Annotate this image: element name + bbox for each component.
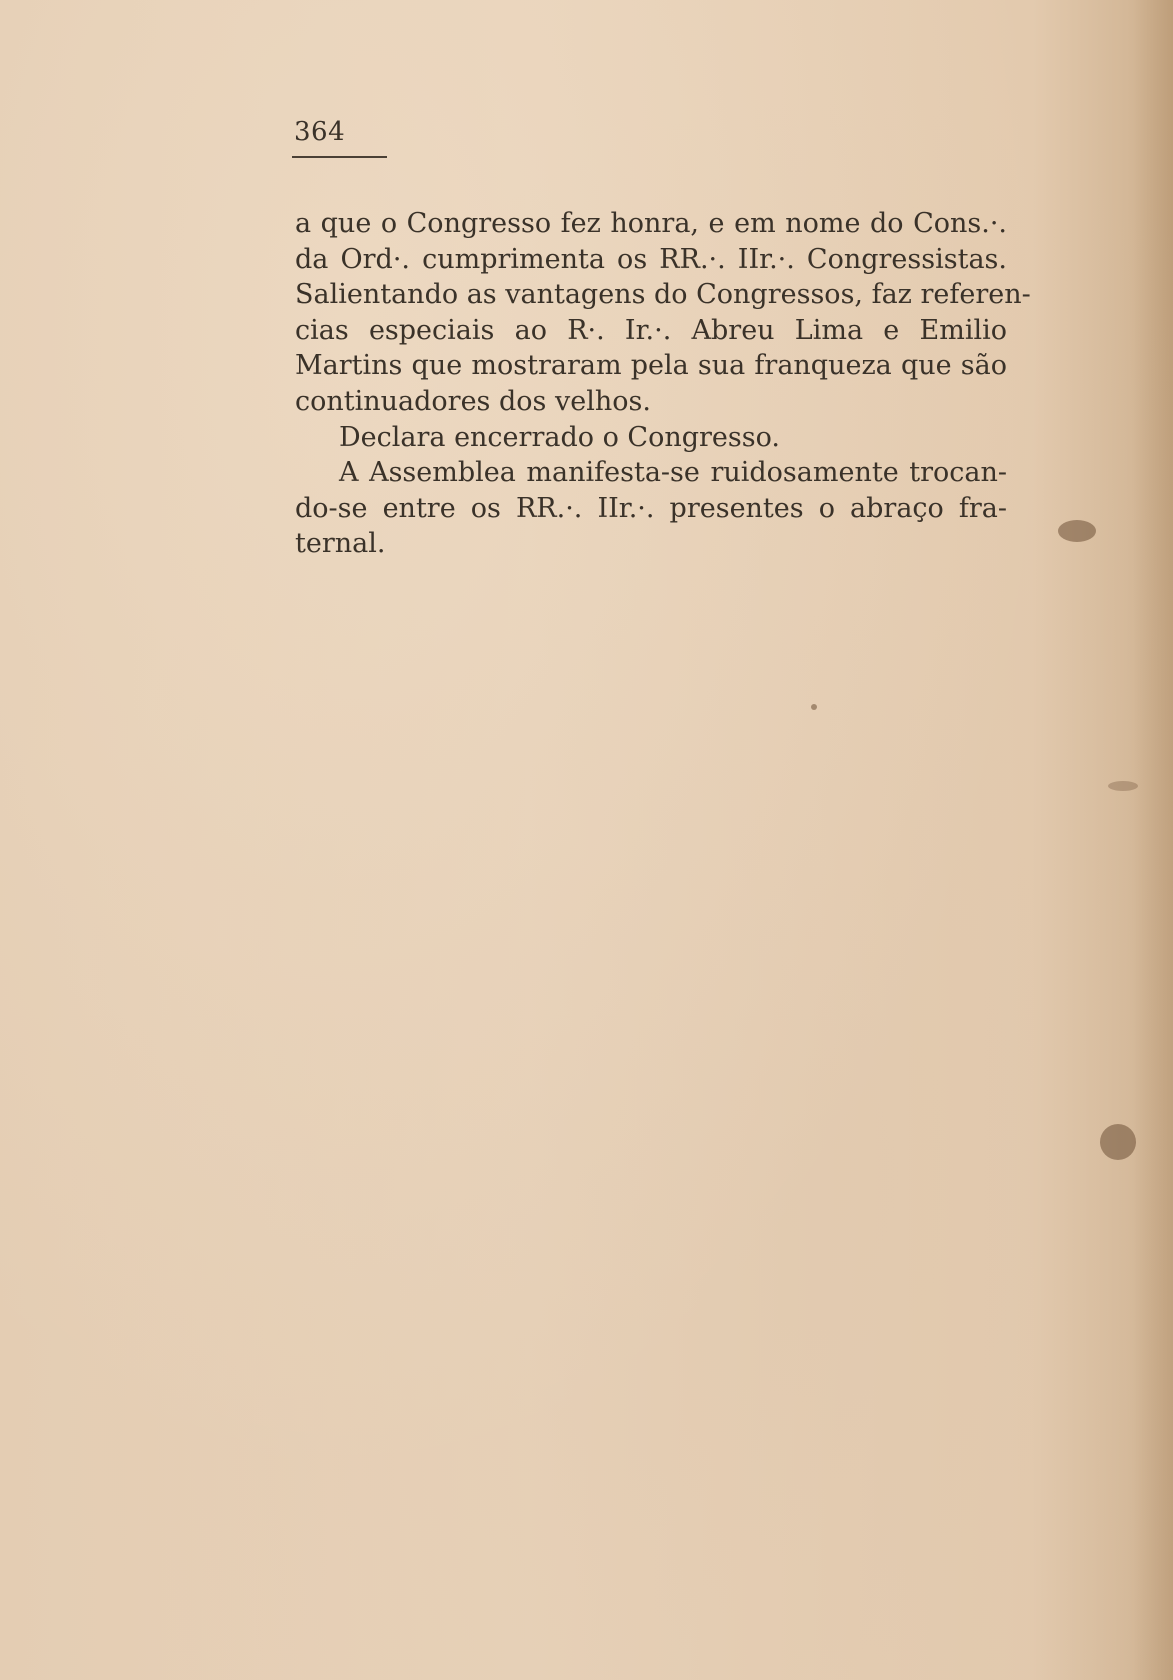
text-line: cias especiais ao R·. Ir.·. Abreu Lima e Emilio (295, 314, 1007, 346)
text-line: do-se entre os RR.·. IIr.·. presentes o abraço fra- (295, 492, 1007, 524)
text-line: a que o Congresso fez honra, e em nome do Cons.·. (295, 208, 1007, 239)
body-text (295, 206, 1031, 562)
text-line: Declara encerrado o Congresso. (339, 421, 780, 453)
paper-stain (1058, 520, 1096, 542)
page-number-rule (292, 156, 387, 158)
text-line: ternal. (295, 528, 386, 560)
text-line: Martins que mostraram pela sua franqueza que são (295, 350, 1007, 382)
text-line: Salientando as vantagens do Congressos, faz referen- (295, 279, 1031, 311)
page-edge-shadow (1133, 0, 1173, 1680)
text-line: da Ord·. cumprimenta os RR.·. IIr.·. Congressistas. (295, 243, 1007, 275)
text-line: A Assemblea manifesta-se ruidosamente trocan- (339, 457, 1007, 489)
page-number: 364 (294, 117, 346, 147)
text-line: continuadores dos velhos. (295, 385, 651, 417)
paper-stain (1108, 781, 1138, 791)
paper-stain (1100, 1124, 1136, 1160)
paper-speck (811, 704, 817, 710)
